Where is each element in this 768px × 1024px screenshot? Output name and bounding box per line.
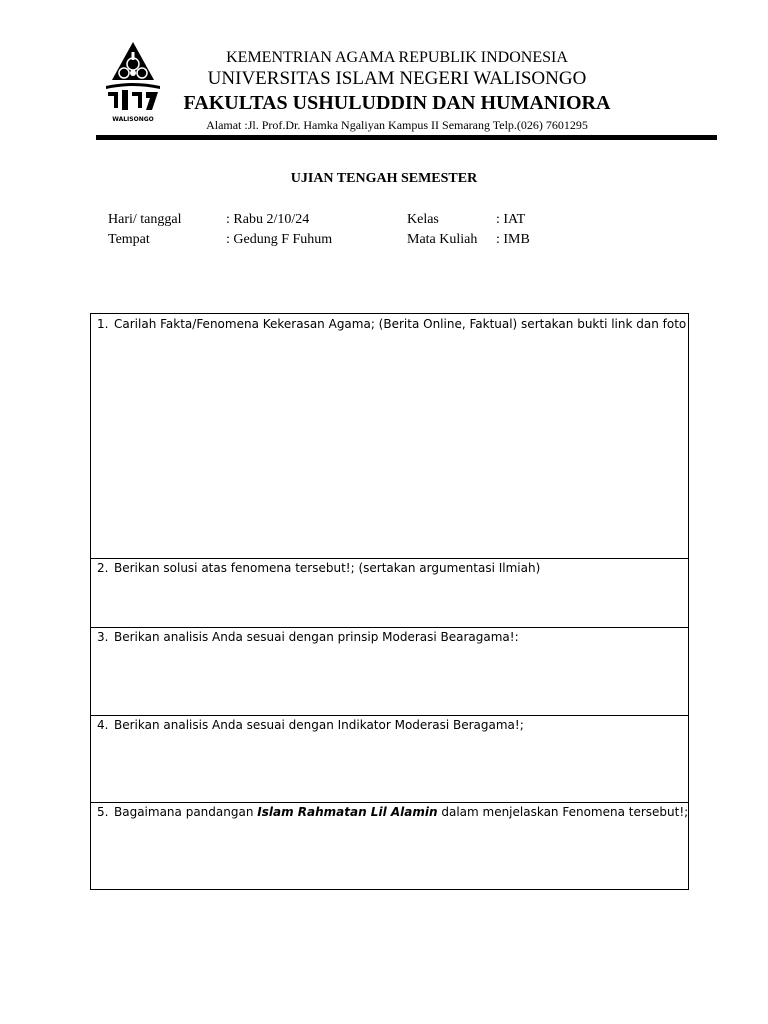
question-row-4[interactable] xyxy=(91,715,688,803)
ministry-name: KEMENTRIAN AGAMA REPUBLIK INDONESIA xyxy=(226,49,568,66)
course-value: : IMB xyxy=(496,232,530,247)
university-name: UNIVERSITAS ISLAM NEGERI WALISONGO xyxy=(207,68,587,89)
question-text: 2. Berikan solusi atas fenomena tersebut!; (sertakan argumentasi Ilmiah) xyxy=(97,561,541,575)
header-divider xyxy=(96,135,717,140)
emphasis-text: Islam Rahmatan Lil Alamin xyxy=(257,805,438,819)
exam-title: UJIAN TENGAH SEMESTER xyxy=(290,171,478,186)
question-text: 5. Bagaimana pandangan Islam Rahmatan Lil Alamin dalam menjelaskan Fenomena tersebut!; xyxy=(97,805,689,819)
place-value: : Gedung F Fuhum xyxy=(226,232,333,247)
question-text: 1. Carilah Fakta/Fenomena Kekerasan Agama; (Berita Online, Faktual) sertakan bukti link dan foto xyxy=(97,317,687,331)
question-row-3[interactable] xyxy=(91,627,688,716)
day-label: Hari/ tanggal xyxy=(108,212,182,227)
question-row-2[interactable] xyxy=(91,558,688,628)
question-text: 4. Berikan analisis Anda sesuai dengan Indikator Moderasi Beragama!; xyxy=(97,718,524,732)
faculty-name: FAKULTAS USHULUDDIN DAN HUMANIORA xyxy=(183,92,611,114)
faculty-address: Alamat :Jl. Prof.Dr. Hamka Ngaliyan Kampus II Semarang Telp.(026) 7601295 xyxy=(206,118,588,132)
question-text: 3. Berikan analisis Anda sesuai dengan prinsip Moderasi Bearagama!: xyxy=(97,630,519,644)
question-table xyxy=(90,313,689,890)
logo-wordmark: WALISONGO xyxy=(112,116,154,123)
day-value: : Rabu 2/10/24 xyxy=(226,212,310,227)
question-row-1[interactable] xyxy=(91,314,688,559)
class-label: Kelas xyxy=(407,212,439,227)
question-row-5[interactable] xyxy=(91,802,688,889)
class-value: : IAT xyxy=(496,212,526,227)
course-label: Mata Kuliah xyxy=(407,232,478,247)
place-label: Tempat xyxy=(108,232,150,247)
